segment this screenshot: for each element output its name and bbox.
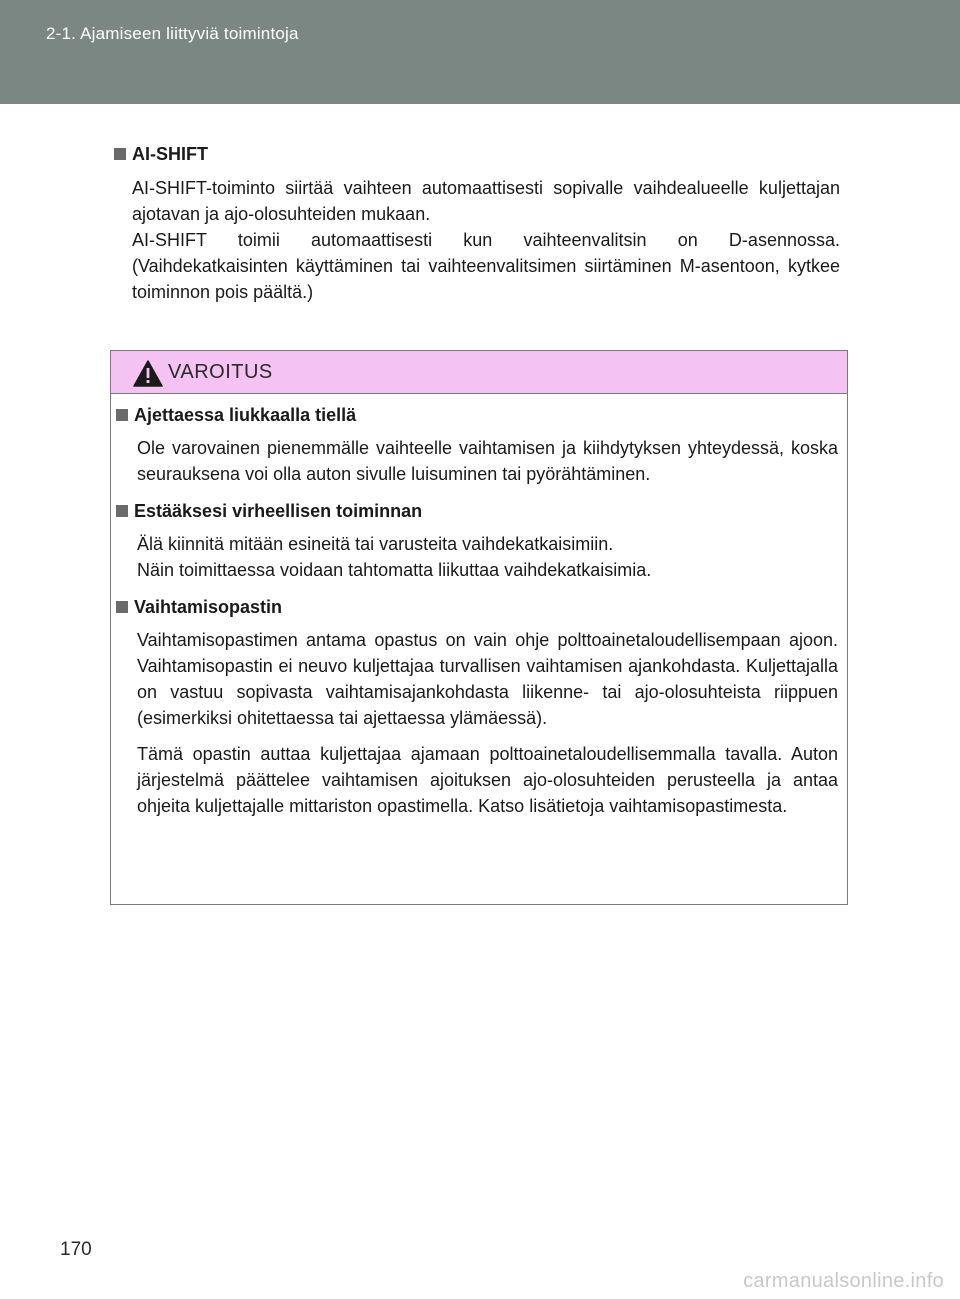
warning-item <box>116 595 838 819</box>
header-bar <box>0 0 960 104</box>
square-bullet-icon <box>116 505 128 517</box>
section-body <box>132 175 840 305</box>
warning-triangle-icon <box>133 360 163 387</box>
section-title: 2-1. Ajamiseen liittyviä toimintoja <box>46 24 299 43</box>
warning-title: VAROITUS <box>168 361 273 383</box>
heading-text: Estääksesi virheellisen toiminnan <box>134 501 423 521</box>
warning-item-heading <box>116 499 838 523</box>
warning-item-body <box>137 627 838 819</box>
warning-item-heading <box>116 403 838 427</box>
warning-item-heading <box>116 595 838 619</box>
warning-item-body <box>137 435 838 487</box>
heading-text: Vaihtamisopastin <box>134 597 283 617</box>
paragraph: AI-SHIFT-toiminto siirtää vaihteen automaattisesti sopivalle vaihdealueelle kuljettajan ajotavan ja ajo-olosuhteiden mukaan. <box>132 178 840 224</box>
warning-header <box>111 351 847 394</box>
warning-content <box>116 403 838 831</box>
paragraph: Älä kiinnitä mitään esineitä tai varusteita vaihdekatkaisimiin. <box>137 534 614 554</box>
square-bullet-icon <box>116 601 128 613</box>
ai-shift-section <box>114 142 840 305</box>
paragraph: Näin toimittaessa voidaan tahtomatta liikuttaa vaihdekatkaisimia. <box>137 560 652 580</box>
square-bullet-icon <box>116 409 128 421</box>
square-bullet-icon <box>114 148 126 160</box>
paragraph: Vaihtamisopastimen antama opastus on vain ohje polttoainetaloudellisempaan ajoon. Vaihtamisopastin ei neuvo kuljettajaa turvallisen vaihtamisen ajankohdasta. Kuljettajalla on vastuu sopivasta vaihtamisajankohdasta liikenne- tai ajo-olosuhteista riippuen (esimerkiksi ohitettaessa tai ajettaessa ylämäessä). <box>137 630 838 728</box>
heading-text: AI-SHIFT <box>132 144 208 164</box>
warning-item-body <box>137 531 838 583</box>
heading-text: Ajettaessa liukkaalla tiellä <box>134 405 357 425</box>
warning-box <box>110 350 848 905</box>
paragraph: Tämä opastin auttaa kuljettajaa ajamaan polttoainetaloudellisemmalla tavalla. Auton järjestelmä päättelee vaihtamisen ajoituksen ajo-olosuhteiden perusteella ja antaa ohjeita kuljettajalle mittariston opastimella. Katso lisätietoja vaihtamisopastimesta. <box>137 744 838 816</box>
warning-item <box>116 403 838 487</box>
warning-item <box>116 499 838 583</box>
paragraph: AI-SHIFT toimii automaattisesti kun vaihteenvalitsin on D-asennossa. (Vaihdekatkaisinten käyttäminen tai vaihteenvalitsimen siirtäminen M-asentoon, kytkee toiminnon pois päältä.) <box>132 230 840 302</box>
section-heading <box>114 142 840 166</box>
page-number: 170 <box>60 1239 92 1260</box>
watermark: carmanualsonline.info <box>743 1270 944 1292</box>
paragraph: Ole varovainen pienemmälle vaihteelle vaihtamisen ja kiihdytyksen yhteydessä, koska seurauksena voi olla auton sivulle luisuminen tai pyörähtäminen. <box>137 438 838 484</box>
